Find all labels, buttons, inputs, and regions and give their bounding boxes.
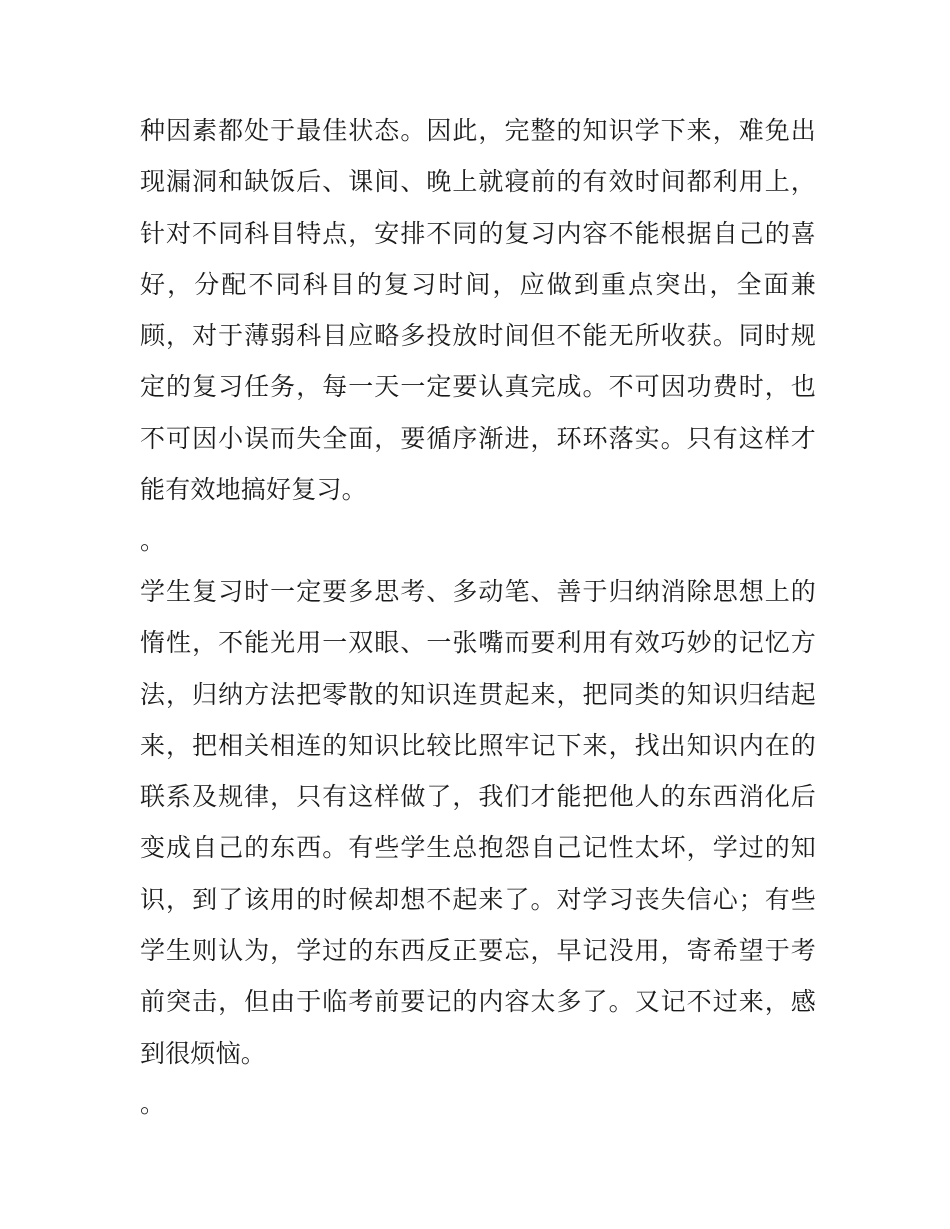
separator-mark: 。 xyxy=(140,526,166,555)
separator-mark: 。 xyxy=(140,1089,166,1118)
paragraph-review-methods: 学生复习时一定要多思考、多动笔、善于归纳消除思想上的惰性，不能光用一双眼、一张嘴而要利用有效巧妙的记忆方法，归纳方法把零散的知识连贯起来，把同类的知识归结起来，把相关相连的知识比较比照牢记下来，找出知识内在的联系及规律，只有这样做了，我们才能把他人的东西消化后变成自己的东西。有些学生总抱怨自己记性太坏，学过的知识，到了该用的时候却想不起来了。对学习丧失信心；有些学生则认为，学过的东西反正要忘，早记没用，寄希望于考前突击，但由于临考前要记的内容太多了。又记不过来，感到很烦恼。 xyxy=(140,577,816,1068)
paragraph-review-schedule: 种因素都处于最佳状态。因此，完整的知识学下来，难免出现漏洞和缺饭后、课间、晚上就寝前的有效时间都利用上，针对不同科目特点，安排不同的复习内容不能根据自己的喜好，分配不同科目的复习时间，应做到重点突出，全面兼顾，对于薄弱科目应略多投放时间但不能无所收获。同时规定的复习任务，每一天一定要认真完成。不可因功费时，也不可因小误而失全面，要循序渐进，环环落实。只有这样才能有效地搞好复习。 xyxy=(140,116,816,505)
